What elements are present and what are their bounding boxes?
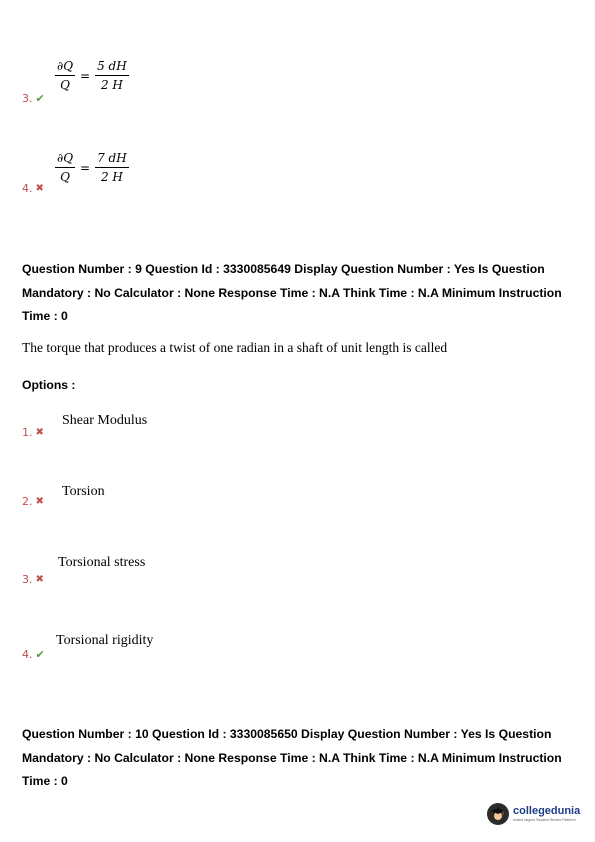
question-10-meta: Question Number : 10 Question Id : 3330085650 Display Question Number : Yes Is Question Mandatory : No Calculator : None Response Time : N.A Think Time : N.A Minimum Instruction Time : 0 xyxy=(22,727,562,788)
lhs-fraction xyxy=(55,152,75,183)
lhs-numerator: ∂Q xyxy=(55,60,75,76)
option-2-text: Torsion xyxy=(62,484,105,499)
option-number: 4. xyxy=(22,182,33,195)
options-label: Options : xyxy=(22,378,76,392)
equals-sign: = xyxy=(80,68,91,83)
logo-name: collegedunia xyxy=(513,804,581,817)
check-icon: ✔ xyxy=(35,92,45,105)
equals-sign: = xyxy=(80,160,91,175)
option-4-text: Torsional rigidity xyxy=(56,633,154,648)
logo-tagline: India's largest Student Review Platform xyxy=(513,817,576,822)
option-2 xyxy=(22,495,44,508)
option-4 xyxy=(22,648,45,661)
cross-icon: ✖ xyxy=(35,427,44,438)
lhs-denominator: Q xyxy=(60,78,70,92)
lhs-denominator: Q xyxy=(60,170,70,184)
option-1-text: Shear Modulus xyxy=(62,413,148,428)
cross-icon: ✖ xyxy=(35,183,44,194)
option-number: 3. xyxy=(22,92,33,105)
option-3-formula xyxy=(22,92,45,105)
check-icon: ✔ xyxy=(35,648,45,661)
formula-equation xyxy=(55,152,129,183)
option-number: 2. xyxy=(22,495,33,508)
rhs-numerator: 5 dH xyxy=(95,60,129,76)
rhs-denominator: 2 H xyxy=(100,170,123,184)
lhs-fraction xyxy=(55,60,75,91)
option-number: 1. xyxy=(22,426,33,439)
graduate-cap-icon xyxy=(487,803,509,825)
rhs-numerator: 7 dH xyxy=(95,152,129,168)
option-1 xyxy=(22,426,44,439)
rhs-fraction xyxy=(95,152,129,183)
option-3-text: Torsional stress xyxy=(58,555,146,570)
lhs-numerator: ∂Q xyxy=(55,152,75,168)
collegedunia-logo xyxy=(487,803,580,825)
cross-icon: ✖ xyxy=(35,496,44,507)
rhs-fraction xyxy=(95,60,129,91)
logo-text xyxy=(513,806,580,823)
option-number: 3. xyxy=(22,573,33,586)
option-4-formula xyxy=(22,182,44,195)
option-3 xyxy=(22,573,44,586)
option-number: 4. xyxy=(22,648,33,661)
formula-equation xyxy=(55,60,129,91)
question-9-statement: The torque that produces a twist of one radian in a shaft of unit length is called xyxy=(22,340,448,355)
question-9-meta: Question Number : 9 Question Id : 3330085649 Display Question Number : Yes Is Question Mandatory : No Calculator : None Response Time : N.A Think Time : N.A Minimum Instruction Time : 0 xyxy=(22,262,562,323)
cross-icon: ✖ xyxy=(35,574,44,585)
rhs-denominator: 2 H xyxy=(100,78,123,92)
